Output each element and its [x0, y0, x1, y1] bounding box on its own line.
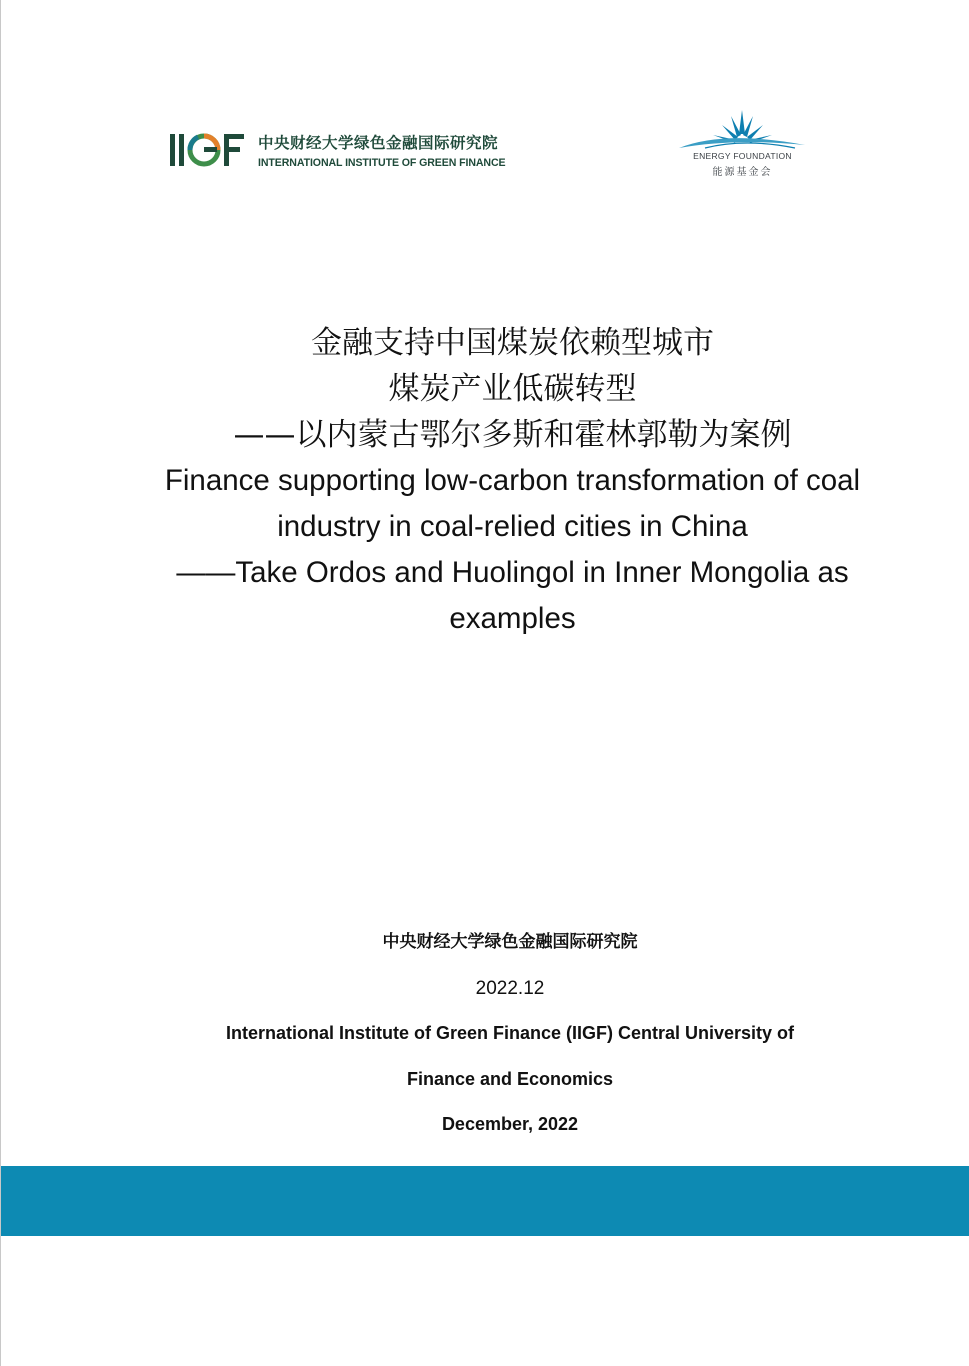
- title-cn-line-2: 煤炭产业低碳转型: [388, 371, 637, 407]
- publisher-name-en-line-1: International Institute of Green Finance (IIGF) Central University of: [225, 1023, 795, 1043]
- title-en-line-2: industry in coal-relied cities in China: [277, 510, 748, 543]
- iigf-name-en: INTERNATIONAL INSTITUTE OF GREEN FINANCE: [258, 157, 506, 169]
- publish-date-numeric: 2022.12: [475, 977, 545, 999]
- title-cn-line-1: 金融支持中国煤炭依赖型城市: [311, 325, 714, 361]
- publisher-name-en-line-2: Finance and Economics: [406, 1068, 614, 1089]
- publisher-name-cn: 中央财经大学绿色金融国际研究院: [382, 932, 638, 952]
- footer-color-band: [1, 1166, 969, 1236]
- energy-foundation-logo: [675, 108, 810, 178]
- report-title: [60, 320, 965, 642]
- iigf-logo: [168, 128, 513, 174]
- title-en-line-4: examples: [449, 602, 576, 635]
- energy-foundation-name-en: ENERGY FOUNDATION: [693, 151, 792, 161]
- iigf-logo-mark-icon: [168, 130, 248, 170]
- energy-foundation-name-cn: 能源基金会: [712, 167, 773, 178]
- title-en-line-1: Finance supporting low-carbon transformation of coal: [164, 464, 861, 497]
- title-cn-line-3: ——以内蒙古鄂尔多斯和霍林郭勒为案例: [233, 417, 792, 453]
- iigf-name-cn: 中央财经大学绿色金融国际研究院: [258, 134, 499, 152]
- iigf-logo-text: [258, 131, 518, 169]
- page-edge: [0, 0, 1, 1366]
- publish-date-en: December, 2022: [441, 1114, 579, 1134]
- starburst-icon: [675, 108, 810, 152]
- title-en-line-3: ——Take Ordos and Huolingol in Inner Mongolia as: [176, 556, 849, 589]
- publisher-info: [0, 920, 969, 1148]
